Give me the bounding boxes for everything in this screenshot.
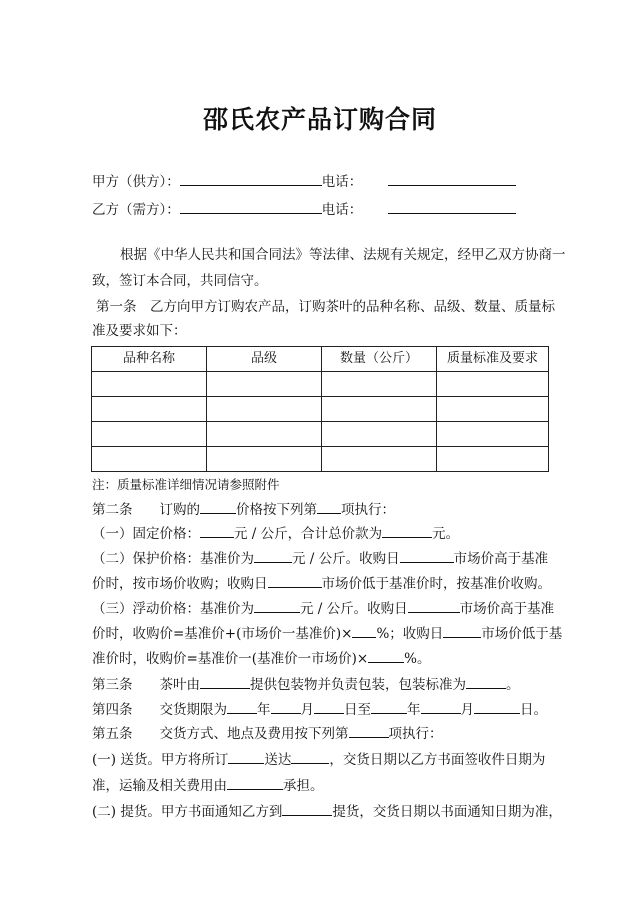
col-header-quantity: 数量（公斤）	[322, 347, 437, 372]
float-price-text-f: 市场价低于基	[481, 626, 563, 642]
article-3-line	[92, 675, 562, 694]
preamble-line-1: 根据《中华人民共和国合同法》等法律、法规有关规定，经甲乙双方协商一	[120, 247, 566, 263]
delivery-text-a: (一) 送货。甲方将所订	[92, 752, 229, 768]
party-a-name-blank[interactable]	[180, 172, 322, 186]
pickup-text-a: (二) 提货。甲方书面通知乙方到	[92, 804, 283, 820]
table-cell[interactable]	[322, 372, 437, 397]
article-2-head-text-c: 项执行：	[341, 502, 395, 518]
table-cell[interactable]	[322, 447, 437, 472]
document-title: 邵氏农产品订购合同	[202, 105, 437, 134]
party-b-tel-label: 电话：	[321, 202, 363, 218]
delivery-text-e: 承担。	[283, 778, 324, 794]
article-2-product-blank[interactable]	[200, 500, 236, 514]
float-percent-blank-1[interactable]	[352, 624, 376, 638]
float-price-line-1	[92, 599, 562, 618]
float-date-blank-2[interactable]	[443, 624, 481, 638]
table-cell[interactable]	[92, 397, 207, 422]
delivery-place-blank[interactable]	[291, 750, 329, 764]
table-cell[interactable]	[437, 447, 549, 472]
float-price-line-3	[92, 649, 562, 668]
fixed-price-total-blank[interactable]	[382, 524, 432, 538]
party-a-label: 甲方（供方）：	[92, 174, 180, 190]
party-a-line	[92, 172, 562, 191]
table-cell[interactable]	[437, 397, 549, 422]
protect-price-text-b: 元 / 公斤。收购日	[292, 551, 400, 567]
table-note: 注：质量标准详细情况请参照附件	[92, 477, 280, 492]
delivery-text-b: 送达	[264, 752, 292, 768]
delivery-cost-party-blank[interactable]	[227, 776, 283, 790]
col-header-quality: 质量标准及要求	[437, 347, 549, 372]
protect-price-text-e: 市场价低于基准价时，按基准价收购。	[321, 576, 551, 592]
protect-base-price-blank[interactable]	[254, 549, 292, 563]
float-price-text-e: %；收购日	[376, 626, 444, 642]
table-cell[interactable]	[322, 422, 437, 447]
article-4-line	[92, 700, 562, 719]
article-1-line-1: 第一条 乙方向甲方订购农产品，订购茶叶的品种名称、品级、数量、质量标	[96, 299, 555, 315]
article-4-text-e: 年	[407, 702, 421, 718]
fixed-price-text-c: 元。	[432, 526, 460, 542]
article-2-option-blank[interactable]	[317, 500, 341, 514]
delivery-text-c: ，交货日期以乙方书面签收件日期为	[329, 752, 546, 768]
preamble-line-2: 致，签订本合同，共同信守。	[92, 273, 268, 289]
fixed-price-text-b: 元 / 公斤，合计总价款为	[234, 526, 383, 542]
party-b-label: 乙方（需方）：	[92, 202, 180, 218]
table-cell[interactable]	[92, 447, 207, 472]
party-b-tel-blank[interactable]	[388, 200, 516, 214]
article-5-head-text-b: 项执行：	[388, 726, 443, 742]
float-price-text-b: 元 / 公斤。收购日	[300, 601, 408, 617]
protect-price-line-1	[92, 549, 562, 568]
fixed-price-line	[92, 524, 562, 543]
table-header-row	[92, 347, 549, 372]
article-5-head-text-a: 第五条 交货方式、地点及费用按下列第	[92, 726, 349, 742]
table-cell[interactable]	[207, 397, 322, 422]
table-cell[interactable]	[92, 422, 207, 447]
float-price-line-2	[92, 624, 562, 643]
pickup-place-blank[interactable]	[282, 802, 332, 816]
table-cell[interactable]	[207, 422, 322, 447]
float-price-text-c: 市场价高于基准	[459, 601, 555, 617]
product-spec-table	[91, 346, 549, 472]
table-cell[interactable]	[437, 422, 549, 447]
table-cell[interactable]	[322, 397, 437, 422]
protect-price-text-d: 价时，按市场价收购；收购日	[92, 576, 268, 592]
article-3-packer-blank[interactable]	[200, 675, 250, 689]
article-4-text-f: 月	[460, 702, 474, 718]
article-1-line-2: 准及要求如下：	[92, 323, 187, 339]
pickup-line-1	[92, 802, 562, 821]
protect-date-blank-2[interactable]	[268, 574, 322, 588]
float-date-blank[interactable]	[408, 599, 460, 613]
delivery-line-2	[92, 776, 562, 795]
article-2-head-text-b: 价格按下列第	[236, 502, 317, 518]
article-3-text-b: 提供包装物并负责包装，包装标准为	[250, 677, 466, 693]
article-3-text-c: 。	[506, 677, 520, 693]
end-day-blank[interactable]	[474, 700, 520, 714]
protect-price-text-c: 市场价高于基准	[453, 551, 549, 567]
float-percent-blank-2[interactable]	[368, 649, 404, 663]
col-header-variety: 品种名称	[92, 347, 207, 372]
article-2-head	[92, 500, 562, 519]
article-4-text-a: 第四条 交货期限为	[92, 702, 227, 718]
article-4-text-d: 日至	[344, 702, 371, 718]
table-row	[92, 372, 549, 397]
article-4-text-c: 月	[300, 702, 314, 718]
float-price-text-a: （三）浮动价格：基准价为	[92, 601, 254, 617]
article-3-text-a: 第三条 茶叶由	[92, 677, 200, 693]
table-cell[interactable]	[207, 447, 322, 472]
float-price-text-d: 价时，收购价=基准价+(市场价一基准价)×	[92, 626, 353, 642]
fixed-price-text-a: （一）固定价格：	[92, 526, 200, 542]
party-b-line	[92, 200, 562, 219]
table-cell[interactable]	[92, 372, 207, 397]
protect-date-blank[interactable]	[400, 549, 454, 563]
table-cell[interactable]	[207, 372, 322, 397]
fixed-price-unit-blank[interactable]	[200, 524, 234, 538]
article-4-text-b: 年	[257, 702, 271, 718]
party-a-tel-blank[interactable]	[388, 172, 516, 186]
article-2-head-text-a: 第二条 订购的	[92, 502, 200, 518]
end-year-blank[interactable]	[371, 700, 407, 714]
float-price-text-h: %。	[404, 651, 431, 667]
float-price-text-g: 准价时，收购价=基准价一(基准价一市场价)×	[92, 651, 369, 667]
party-a-tel-label: 电话：	[321, 174, 363, 190]
delivery-line-1	[92, 750, 562, 769]
protect-price-text-a: （二）保护价格：基准价为	[92, 551, 254, 567]
table-cell[interactable]	[437, 372, 549, 397]
table-row	[92, 422, 549, 447]
delivery-goods-blank[interactable]	[228, 750, 264, 764]
float-base-price-blank[interactable]	[254, 599, 300, 613]
article-5-head	[92, 724, 562, 743]
start-year-blank[interactable]	[227, 700, 257, 714]
delivery-text-d: 准，运输及相关费用由	[92, 778, 227, 794]
start-month-blank[interactable]	[271, 700, 301, 714]
article-4-text-g: 日。	[520, 702, 547, 718]
article-3-standard-blank[interactable]	[466, 675, 506, 689]
protect-price-line-2	[92, 574, 562, 593]
col-header-grade: 品级	[207, 347, 322, 372]
party-b-name-blank[interactable]	[180, 200, 322, 214]
table-row	[92, 447, 549, 472]
end-month-blank[interactable]	[421, 700, 461, 714]
start-day-blank[interactable]	[314, 700, 344, 714]
pickup-text-b: 提货，交货日期以书面通知日期为准，	[332, 804, 562, 820]
article-5-option-blank[interactable]	[349, 724, 389, 738]
table-row	[92, 397, 549, 422]
